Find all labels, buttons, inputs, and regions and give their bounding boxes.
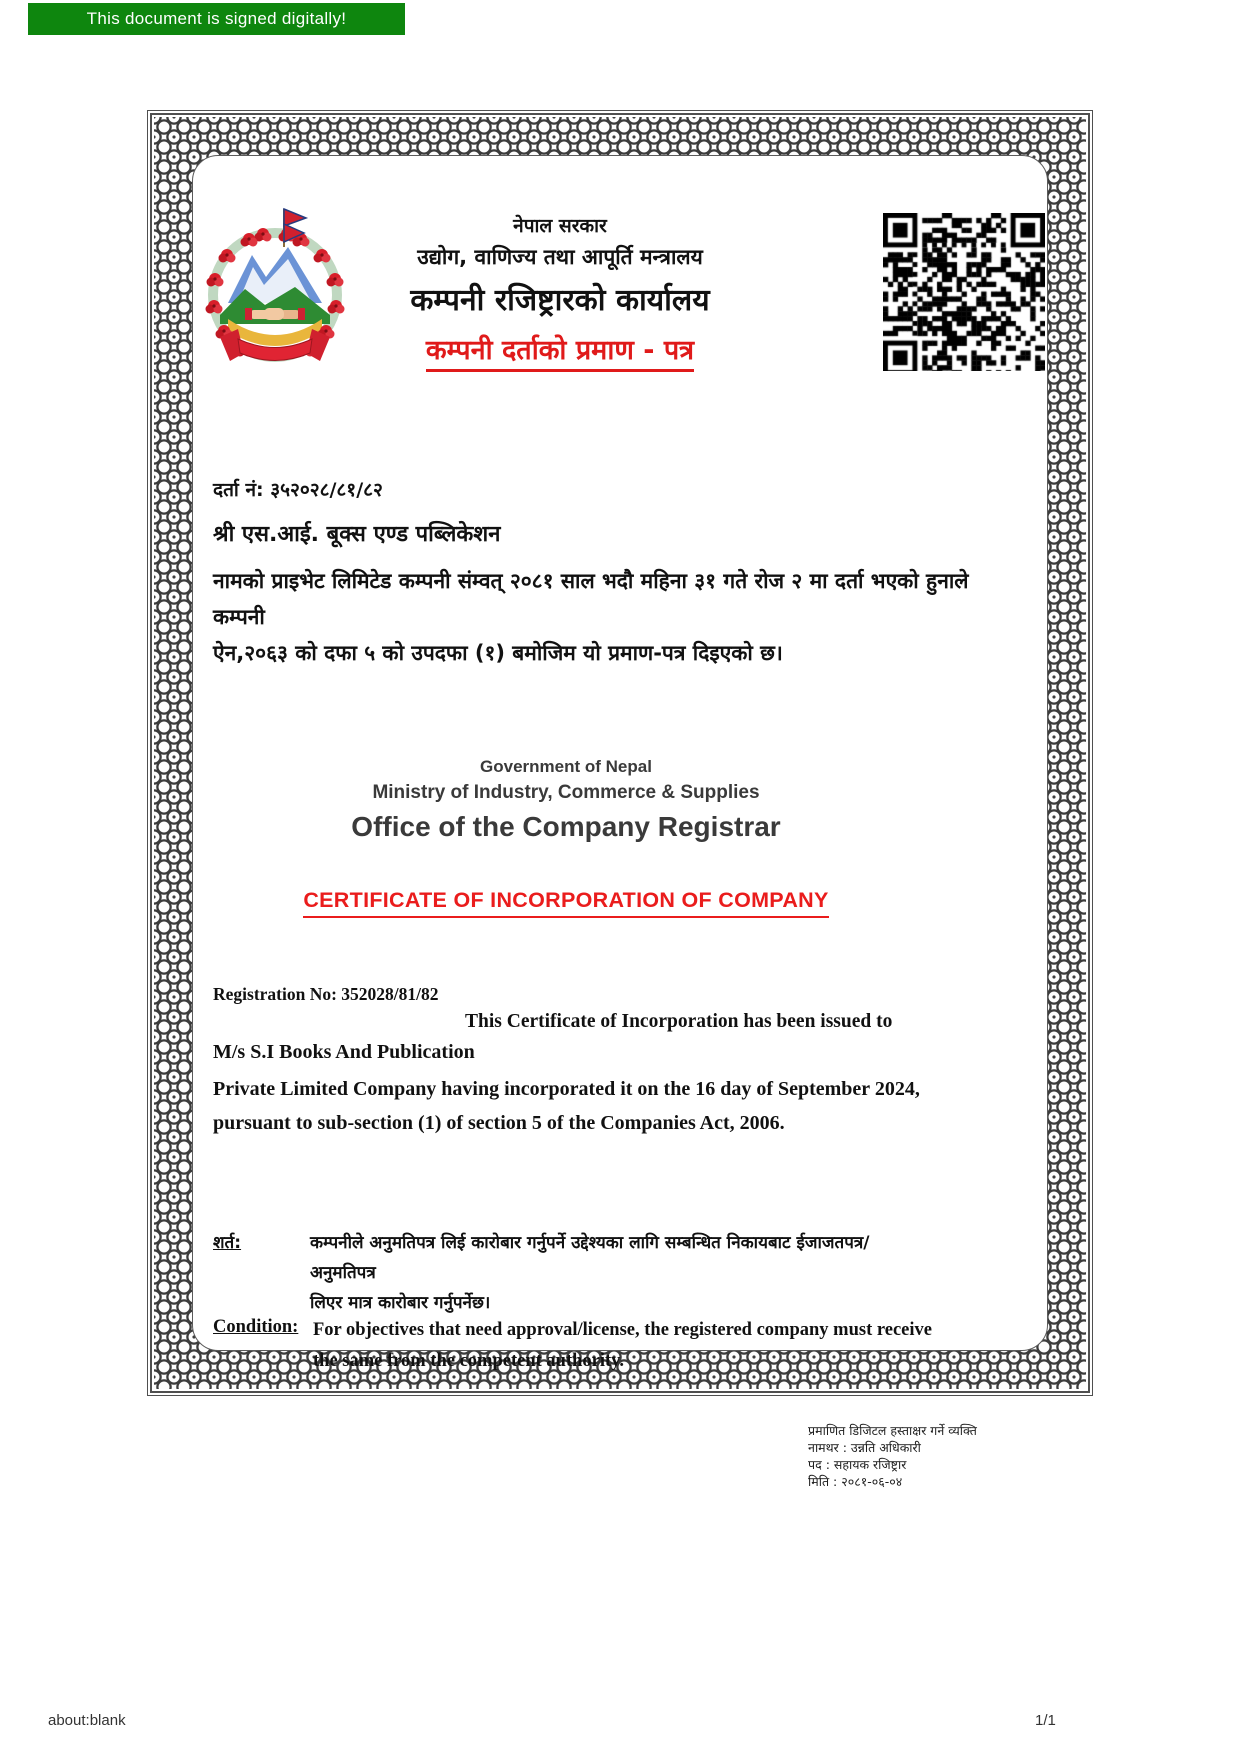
en-condition-text: For objectives that need approval/license, the registered company must receive the same from the competent authority.	[313, 1320, 932, 1371]
nepali-header-block	[340, 212, 780, 372]
en-registration-number: Registration No: 352028/81/82	[213, 984, 439, 1004]
np-body-line2: ऐन,२०६३ को दफा ५ को उपदफा (१) बमोजिम यो प्रमाण-पत्र दिइएको छ।	[213, 641, 783, 665]
footer-page-number: 1/1	[1035, 1712, 1056, 1729]
qr-code	[883, 213, 1045, 371]
np-body-line1: नामको प्राइभेट लिमिटेड कम्पनी संम्वत् २०८१ साल भदौ महिना ३१ गते रोज २ मा दर्ता भएको हुनाले कम्पनी	[213, 569, 969, 629]
en-government-line: Government of Nepal	[480, 757, 652, 776]
english-header-block	[213, 757, 919, 843]
np-certificate-title: कम्पनी दर्ताको प्रमाण - पत्र	[426, 330, 694, 372]
certificate-title-wrap	[213, 888, 919, 918]
np-office-line: कम्पनी रजिष्ट्रारको कार्यालय	[410, 283, 710, 318]
np-condition-line1: कम्पनीले अनुमतिपत्र लिई कारोबार गर्नुपर्ने उद्देश्यका लागि सम्बन्धित निकायबाट ईजाजतपत्र/अनुमतिपत्र	[310, 1233, 870, 1283]
np-condition-label: शर्त:	[213, 1233, 242, 1253]
np-ministry-line: उद्योग, वाणिज्य तथा आपूर्ति मन्त्रालय	[417, 245, 703, 269]
en-issued-line: This Certificate of Incorporation has been issued to	[465, 1011, 893, 1032]
en-ministry-line: Ministry of Industry, Commerce & Supplies	[372, 782, 760, 803]
en-company-name: M/s S.I Books And Publication	[213, 1041, 475, 1063]
digital-signature-banner: This document is signed digitally!	[28, 3, 405, 35]
certificate-title: CERTIFICATE OF INCORPORATION OF COMPANY	[303, 888, 828, 918]
en-body-paragraph: Private Limited Company having incorporated it on the 16 day of September 2024, pursuant to sub-section (1) of section 5 of the Companies Act, 2006.	[213, 1078, 920, 1134]
en-office-line: Office of the Company Registrar	[351, 811, 781, 842]
nepal-emblem	[200, 203, 350, 368]
np-government-line: नेपाल सरकार	[513, 215, 607, 237]
signature-line-post: पद : सहायक रजिष्ट्रार	[808, 1457, 907, 1472]
footer-url: about:blank	[48, 1712, 126, 1729]
signature-line-date: मिति : २०८१-०६-०४	[808, 1474, 903, 1489]
np-body-paragraph	[213, 563, 1013, 671]
np-company-name: श्री एस.आई. बूक्स एण्ड पब्लिकेशन	[213, 522, 501, 547]
np-registration-number: दर्ता नं: ३५२०२८/८१/८२	[213, 479, 383, 501]
digital-signature-block	[808, 1422, 977, 1490]
en-condition-label: Condition:	[213, 1317, 299, 1337]
np-condition-line2: लिएर मात्र कारोबार गर्नुपर्नेछ।	[310, 1293, 491, 1313]
signature-line-name: नामथर : उन्नति अधिकारी	[808, 1440, 921, 1455]
signature-line-certifier: प्रमाणित डिजिटल हस्ताक्षर गर्ने व्यक्ति	[808, 1423, 977, 1438]
np-condition-text	[310, 1228, 915, 1318]
